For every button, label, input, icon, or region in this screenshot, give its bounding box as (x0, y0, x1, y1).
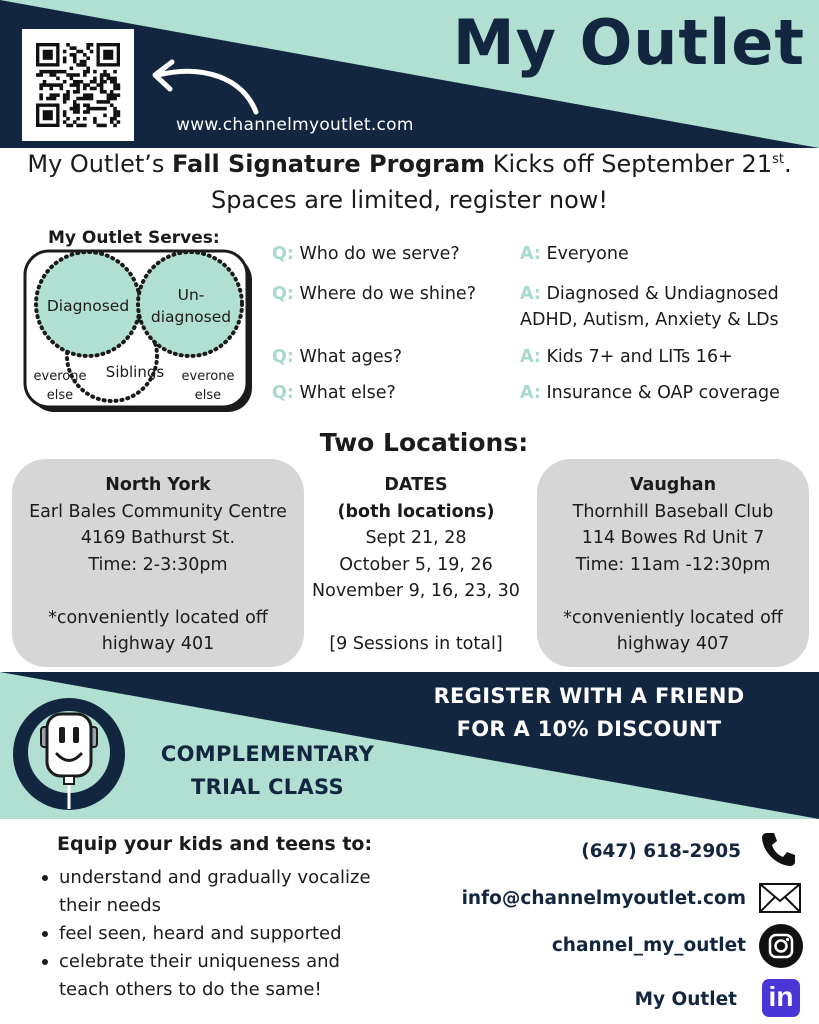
dates-details (306, 472, 526, 658)
vaughan-venue: Thornhill Baseball Club (572, 501, 774, 522)
north-york-name: North York (105, 475, 211, 495)
venn-siblings: Siblings (105, 363, 165, 381)
faq-question-1 (272, 241, 460, 267)
answer-text-line1: Diagnosed & Undiagnosed (546, 284, 779, 304)
benefit-3-line2: teach others to do the same! (59, 979, 322, 1000)
venn-diagram (22, 248, 254, 414)
north-york-note-line2: highway 401 (101, 634, 215, 654)
venn-corner-left-line2: else (46, 388, 74, 403)
question-text: Who do we serve? (299, 244, 460, 264)
vaughan-note-line2: highway 407 (616, 634, 730, 654)
vaughan-note-line1: *conveniently located off (563, 607, 783, 628)
venn-corner-left-line1: everone (33, 369, 87, 384)
headline-end: . (783, 150, 792, 178)
headline-subtitle: Spaces are limited, register now! (210, 186, 609, 214)
linkedin-icon[interactable] (762, 979, 800, 1017)
venn-corner-right (174, 367, 242, 405)
answer-text: Insurance & OAP coverage (546, 383, 780, 403)
vaughan-details (533, 472, 813, 658)
register-line2: FOR A 10% DISCOUNT (456, 717, 722, 741)
dates-subheading: (both locations) (337, 501, 495, 522)
trial-line1: COMPLEMENTARY (160, 742, 375, 766)
answer-text: Everyone (546, 244, 629, 264)
faq-answer-3 (520, 344, 733, 370)
question-text: Where do we shine? (299, 284, 476, 304)
register-line1: REGISTER WITH A FRIEND (433, 684, 745, 708)
faq-question-3 (272, 344, 402, 370)
email-address[interactable]: info@channelmyoutlet.com (461, 888, 746, 909)
curved-arrow-icon (148, 58, 268, 120)
venn-corner-left (26, 367, 94, 405)
instagram-handle[interactable]: channel_my_outlet (551, 935, 746, 956)
plug-mascot-icon (12, 697, 126, 811)
venn-undiagnosed (140, 284, 242, 328)
benefits-title: Equip your kids and teens to: (57, 833, 373, 855)
list-item (40, 948, 420, 1004)
venn-undiagnosed-line2: diagnosed (150, 308, 232, 326)
headline-sup: st (772, 152, 784, 167)
qr-code-icon[interactable] (22, 29, 134, 141)
question-text: What else? (299, 383, 396, 403)
a-key: A: (520, 284, 541, 304)
faq-question-2 (272, 281, 476, 307)
q-key: Q: (272, 244, 294, 264)
dates-sept: Sept 21, 28 (365, 528, 467, 548)
q-key: Q: (272, 284, 294, 304)
page-title: My Outlet (452, 6, 805, 79)
venn-title: My Outlet Serves: (48, 228, 220, 248)
phone-icon[interactable] (760, 830, 798, 868)
headline-program: Fall Signature Program (172, 150, 486, 178)
list-item (40, 864, 420, 920)
dates-nov: November 9, 16, 23, 30 (312, 581, 520, 601)
answer-text: Kids 7+ and LITs 16+ (546, 347, 733, 367)
benefit-2-line1: feel seen, heard and supported (59, 923, 342, 944)
dates-oct: October 5, 19, 26 (339, 554, 493, 575)
list-item (40, 920, 420, 948)
benefits-list (40, 864, 420, 1004)
website-link[interactable]: www.channelmyoutlet.com (176, 115, 414, 135)
venn-diagnosed: Diagnosed (46, 297, 130, 315)
locations-title: Two Locations: (319, 428, 529, 457)
benefit-1-line2: their needs (59, 895, 162, 916)
north-york-venue: Earl Bales Community Centre (29, 501, 287, 522)
mail-icon[interactable] (758, 882, 802, 914)
north-york-address: 4169 Bathurst St. (80, 528, 236, 548)
a-key: A: (520, 244, 541, 264)
faq-answer-1 (520, 241, 629, 267)
faq-question-4 (272, 380, 396, 406)
vaughan-time: Time: 11am -12:30pm (575, 554, 771, 575)
register-friend-discount (399, 680, 779, 746)
trial-class (140, 738, 395, 804)
linkedin-glyph: in (768, 981, 794, 1012)
dates-heading: DATES (384, 475, 448, 495)
phone-number[interactable]: (647) 618-2905 (581, 841, 741, 862)
q-key: Q: (272, 383, 294, 403)
a-key: A: (520, 383, 541, 403)
venn-corner-right-line2: else (194, 388, 222, 403)
linkedin-name[interactable]: My Outlet (634, 989, 737, 1010)
venn-undiagnosed-line1: Un- (177, 286, 205, 304)
vaughan-name: Vaughan (629, 475, 717, 495)
vaughan-address: 114 Bowes Rd Unit 7 (581, 528, 765, 548)
faq-answer-4 (520, 380, 780, 406)
answer-text-line2: ADHD, Autism, Anxiety & LDs (520, 310, 779, 330)
headline-pre: My Outlet’s (27, 150, 173, 178)
trial-line2: TRIAL CLASS (191, 775, 344, 799)
north-york-note-line1: *conveniently located off (48, 607, 268, 628)
dates-total: [9 Sessions in total] (329, 634, 503, 654)
venn-corner-right-line1: everone (181, 369, 235, 384)
headline-post: Kicks off September 21 (485, 150, 773, 178)
faq-answer-2 (520, 281, 779, 333)
q-key: Q: (272, 347, 294, 367)
headline (0, 150, 819, 178)
benefit-3-line1: celebrate their uniqueness and (59, 951, 340, 972)
instagram-icon[interactable] (759, 924, 803, 968)
north-york-details (8, 472, 308, 658)
benefit-1-line1: understand and gradually vocalize (59, 867, 371, 888)
question-text: What ages? (299, 347, 403, 367)
north-york-time: Time: 2-3:30pm (88, 554, 228, 575)
a-key: A: (520, 347, 541, 367)
